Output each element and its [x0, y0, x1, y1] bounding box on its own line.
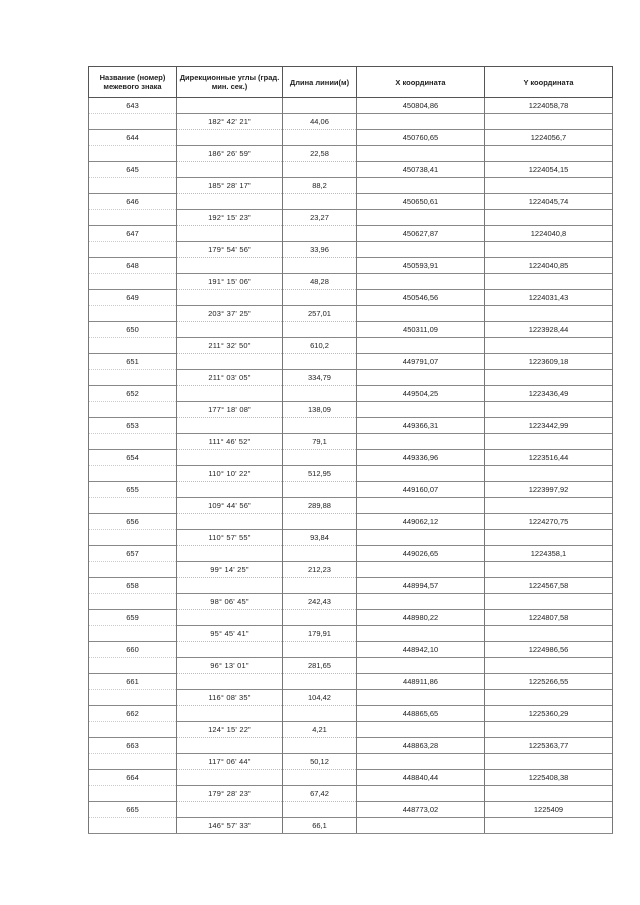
x-coordinate: 448863,28 — [357, 738, 485, 754]
empty-cell — [357, 402, 485, 418]
empty-cell — [283, 514, 357, 530]
point-row — [89, 706, 613, 722]
direction-angle: 99° 14' 25" — [177, 562, 283, 578]
x-coordinate: 449026,65 — [357, 546, 485, 562]
empty-cell — [283, 354, 357, 370]
x-coordinate: 450738,41 — [357, 162, 485, 178]
empty-cell — [283, 706, 357, 722]
empty-cell — [485, 178, 613, 194]
point-row — [89, 354, 613, 370]
point-row — [89, 642, 613, 658]
y-coordinate: 1224054,15 — [485, 162, 613, 178]
direction-angle: 211° 03' 05" — [177, 370, 283, 386]
empty-cell — [283, 770, 357, 786]
empty-cell — [485, 690, 613, 706]
empty-cell — [177, 706, 283, 722]
direction-angle: 96° 13' 01" — [177, 658, 283, 674]
point-name: 643 — [89, 98, 177, 114]
y-coordinate: 1223436,49 — [485, 386, 613, 402]
point-name: 644 — [89, 130, 177, 146]
point-row — [89, 386, 613, 402]
empty-cell — [89, 562, 177, 578]
x-coordinate: 449062,12 — [357, 514, 485, 530]
empty-cell — [357, 178, 485, 194]
empty-cell — [485, 658, 613, 674]
empty-cell — [89, 594, 177, 610]
point-row — [89, 610, 613, 626]
header-x: X координата — [357, 67, 485, 98]
x-coordinate: 450650,61 — [357, 194, 485, 210]
empty-cell — [177, 98, 283, 114]
table-header-row — [89, 67, 613, 98]
point-name: 661 — [89, 674, 177, 690]
empty-cell — [177, 642, 283, 658]
empty-cell — [177, 258, 283, 274]
segment-row — [89, 370, 613, 386]
empty-cell — [357, 338, 485, 354]
line-length: 93,84 — [283, 530, 357, 546]
y-coordinate: 1223997,92 — [485, 482, 613, 498]
empty-cell — [485, 306, 613, 322]
empty-cell — [485, 274, 613, 290]
y-coordinate: 1224567,58 — [485, 578, 613, 594]
line-length: 104,42 — [283, 690, 357, 706]
empty-cell — [357, 114, 485, 130]
empty-cell — [177, 354, 283, 370]
empty-cell — [89, 722, 177, 738]
empty-cell — [357, 498, 485, 514]
empty-cell — [283, 258, 357, 274]
line-length: 257,01 — [283, 306, 357, 322]
segment-row — [89, 434, 613, 450]
empty-cell — [89, 434, 177, 450]
line-length: 289,88 — [283, 498, 357, 514]
point-name: 663 — [89, 738, 177, 754]
line-length: 512,95 — [283, 466, 357, 482]
point-name: 665 — [89, 802, 177, 818]
y-coordinate: 1225408,38 — [485, 770, 613, 786]
segment-row — [89, 402, 613, 418]
point-row — [89, 98, 613, 114]
segment-row — [89, 498, 613, 514]
empty-cell — [357, 658, 485, 674]
segment-row — [89, 722, 613, 738]
point-name: 647 — [89, 226, 177, 242]
empty-cell — [485, 626, 613, 642]
y-coordinate: 1224358,1 — [485, 546, 613, 562]
empty-cell — [89, 690, 177, 706]
segment-row — [89, 306, 613, 322]
direction-angle: 98° 06' 45" — [177, 594, 283, 610]
empty-cell — [177, 674, 283, 690]
x-coordinate: 449504,25 — [357, 386, 485, 402]
segment-row — [89, 178, 613, 194]
empty-cell — [357, 242, 485, 258]
x-coordinate: 450546,56 — [357, 290, 485, 306]
x-coordinate: 449336,96 — [357, 450, 485, 466]
point-name: 656 — [89, 514, 177, 530]
empty-cell — [485, 754, 613, 770]
x-coordinate: 448942,10 — [357, 642, 485, 658]
direction-angle: 185° 28' 17" — [177, 178, 283, 194]
y-coordinate: 1224270,75 — [485, 514, 613, 530]
empty-cell — [177, 610, 283, 626]
line-length: 281,65 — [283, 658, 357, 674]
empty-cell — [177, 226, 283, 242]
empty-cell — [485, 818, 613, 834]
segment-row — [89, 530, 613, 546]
y-coordinate: 1223442,99 — [485, 418, 613, 434]
line-length: 334,79 — [283, 370, 357, 386]
empty-cell — [485, 594, 613, 610]
x-coordinate: 449791,07 — [357, 354, 485, 370]
point-name: 659 — [89, 610, 177, 626]
empty-cell — [485, 114, 613, 130]
empty-cell — [283, 802, 357, 818]
empty-cell — [357, 722, 485, 738]
empty-cell — [177, 162, 283, 178]
empty-cell — [89, 274, 177, 290]
empty-cell — [357, 434, 485, 450]
empty-cell — [283, 674, 357, 690]
empty-cell — [177, 194, 283, 210]
empty-cell — [283, 162, 357, 178]
empty-cell — [485, 466, 613, 482]
empty-cell — [357, 690, 485, 706]
y-coordinate: 1223609,18 — [485, 354, 613, 370]
point-name: 655 — [89, 482, 177, 498]
survey-sheet — [88, 66, 612, 834]
empty-cell — [177, 578, 283, 594]
direction-angle: 95° 45' 41" — [177, 626, 283, 642]
point-name: 654 — [89, 450, 177, 466]
line-length: 212,23 — [283, 562, 357, 578]
empty-cell — [357, 530, 485, 546]
segment-row — [89, 562, 613, 578]
segment-row — [89, 114, 613, 130]
segment-row — [89, 242, 613, 258]
empty-cell — [357, 594, 485, 610]
x-coordinate: 449366,31 — [357, 418, 485, 434]
empty-cell — [283, 130, 357, 146]
point-row — [89, 226, 613, 242]
point-row — [89, 258, 613, 274]
line-length: 22,58 — [283, 146, 357, 162]
empty-cell — [485, 434, 613, 450]
empty-cell — [89, 114, 177, 130]
line-length: 23,27 — [283, 210, 357, 226]
y-coordinate: 1224807,58 — [485, 610, 613, 626]
segment-row — [89, 210, 613, 226]
direction-angle: 110° 10' 22" — [177, 466, 283, 482]
segment-row — [89, 274, 613, 290]
empty-cell — [177, 290, 283, 306]
direction-angle: 182° 42' 21" — [177, 114, 283, 130]
empty-cell — [283, 482, 357, 498]
direction-angle: 203° 37' 25" — [177, 306, 283, 322]
direction-angle: 211° 32' 50" — [177, 338, 283, 354]
empty-cell — [485, 402, 613, 418]
line-length: 4,21 — [283, 722, 357, 738]
empty-cell — [177, 322, 283, 338]
line-length: 88,2 — [283, 178, 357, 194]
direction-angle: 191° 15' 06" — [177, 274, 283, 290]
direction-angle: 177° 18' 08" — [177, 402, 283, 418]
point-name: 649 — [89, 290, 177, 306]
empty-cell — [283, 290, 357, 306]
segment-row — [89, 626, 613, 642]
point-row — [89, 738, 613, 754]
x-coordinate: 450593,91 — [357, 258, 485, 274]
point-name: 660 — [89, 642, 177, 658]
point-row — [89, 194, 613, 210]
direction-angle: 111° 46' 52" — [177, 434, 283, 450]
direction-angle: 179° 54' 56" — [177, 242, 283, 258]
direction-angle: 192° 15' 23" — [177, 210, 283, 226]
x-coordinate: 448980,22 — [357, 610, 485, 626]
direction-angle: 146° 57' 33" — [177, 818, 283, 834]
empty-cell — [357, 818, 485, 834]
empty-cell — [89, 306, 177, 322]
point-name: 648 — [89, 258, 177, 274]
point-row — [89, 418, 613, 434]
empty-cell — [177, 546, 283, 562]
x-coordinate: 448865,65 — [357, 706, 485, 722]
point-row — [89, 578, 613, 594]
direction-angle: 124° 15' 22" — [177, 722, 283, 738]
point-row — [89, 482, 613, 498]
point-row — [89, 770, 613, 786]
empty-cell — [89, 178, 177, 194]
empty-cell — [283, 194, 357, 210]
empty-cell — [283, 386, 357, 402]
empty-cell — [177, 514, 283, 530]
empty-cell — [177, 450, 283, 466]
point-name: 652 — [89, 386, 177, 402]
line-length: 44,06 — [283, 114, 357, 130]
empty-cell — [357, 274, 485, 290]
empty-cell — [177, 770, 283, 786]
y-coordinate: 1225266,55 — [485, 674, 613, 690]
empty-cell — [357, 626, 485, 642]
x-coordinate: 448773,02 — [357, 802, 485, 818]
empty-cell — [283, 642, 357, 658]
header-name: Название (номер) межевого знака — [89, 67, 177, 98]
point-row — [89, 674, 613, 690]
empty-cell — [89, 754, 177, 770]
empty-cell — [283, 322, 357, 338]
line-length: 242,43 — [283, 594, 357, 610]
empty-cell — [89, 530, 177, 546]
x-coordinate: 448840,44 — [357, 770, 485, 786]
y-coordinate: 1224986,56 — [485, 642, 613, 658]
segment-row — [89, 594, 613, 610]
empty-cell — [357, 562, 485, 578]
empty-cell — [177, 738, 283, 754]
point-name: 645 — [89, 162, 177, 178]
x-coordinate: 450804,86 — [357, 98, 485, 114]
point-row — [89, 450, 613, 466]
empty-cell — [283, 610, 357, 626]
line-length: 48,28 — [283, 274, 357, 290]
empty-cell — [283, 226, 357, 242]
point-name: 664 — [89, 770, 177, 786]
empty-cell — [89, 818, 177, 834]
point-name: 657 — [89, 546, 177, 562]
direction-angle: 116° 08' 35" — [177, 690, 283, 706]
x-coordinate: 450760,65 — [357, 130, 485, 146]
empty-cell — [485, 786, 613, 802]
header-angle: Дирекционные углы (град. мин. сек.) — [177, 67, 283, 98]
y-coordinate: 1225409 — [485, 802, 613, 818]
empty-cell — [283, 738, 357, 754]
y-coordinate: 1224058,78 — [485, 98, 613, 114]
empty-cell — [357, 370, 485, 386]
point-name: 658 — [89, 578, 177, 594]
empty-cell — [89, 498, 177, 514]
line-length: 138,09 — [283, 402, 357, 418]
x-coordinate: 449160,07 — [357, 482, 485, 498]
empty-cell — [177, 482, 283, 498]
segment-row — [89, 754, 613, 770]
line-length: 610,2 — [283, 338, 357, 354]
empty-cell — [485, 498, 613, 514]
empty-cell — [89, 338, 177, 354]
point-name: 650 — [89, 322, 177, 338]
x-coordinate: 450627,87 — [357, 226, 485, 242]
point-row — [89, 290, 613, 306]
y-coordinate: 1224045,74 — [485, 194, 613, 210]
empty-cell — [357, 146, 485, 162]
boundary-coordinates-table — [88, 66, 613, 834]
line-length: 33,96 — [283, 242, 357, 258]
segment-row — [89, 338, 613, 354]
line-length: 66,1 — [283, 818, 357, 834]
empty-cell — [177, 802, 283, 818]
point-row — [89, 802, 613, 818]
empty-cell — [89, 242, 177, 258]
point-row — [89, 546, 613, 562]
line-length: 79,1 — [283, 434, 357, 450]
empty-cell — [177, 130, 283, 146]
y-coordinate: 1225363,77 — [485, 738, 613, 754]
y-coordinate: 1225360,29 — [485, 706, 613, 722]
empty-cell — [485, 530, 613, 546]
line-length: 50,12 — [283, 754, 357, 770]
empty-cell — [357, 210, 485, 226]
empty-cell — [89, 146, 177, 162]
line-length: 67,42 — [283, 786, 357, 802]
segment-row — [89, 786, 613, 802]
empty-cell — [485, 210, 613, 226]
empty-cell — [177, 386, 283, 402]
empty-cell — [357, 306, 485, 322]
x-coordinate: 450311,09 — [357, 322, 485, 338]
direction-angle: 179° 28' 23" — [177, 786, 283, 802]
point-name: 653 — [89, 418, 177, 434]
empty-cell — [89, 466, 177, 482]
empty-cell — [89, 210, 177, 226]
empty-cell — [357, 754, 485, 770]
empty-cell — [485, 146, 613, 162]
empty-cell — [89, 658, 177, 674]
x-coordinate: 448911,86 — [357, 674, 485, 690]
segment-row — [89, 818, 613, 834]
direction-angle: 186° 26' 59" — [177, 146, 283, 162]
empty-cell — [485, 722, 613, 738]
empty-cell — [485, 370, 613, 386]
point-name: 662 — [89, 706, 177, 722]
empty-cell — [177, 418, 283, 434]
y-coordinate: 1224040,8 — [485, 226, 613, 242]
point-name: 646 — [89, 194, 177, 210]
empty-cell — [357, 466, 485, 482]
empty-cell — [485, 338, 613, 354]
line-length: 179,91 — [283, 626, 357, 642]
empty-cell — [283, 450, 357, 466]
y-coordinate: 1224056,7 — [485, 130, 613, 146]
empty-cell — [89, 402, 177, 418]
empty-cell — [283, 578, 357, 594]
point-row — [89, 322, 613, 338]
direction-angle: 117° 06' 44" — [177, 754, 283, 770]
point-row — [89, 162, 613, 178]
empty-cell — [283, 546, 357, 562]
empty-cell — [485, 242, 613, 258]
header-length: Длина линии(м) — [283, 67, 357, 98]
table-body — [89, 98, 613, 834]
empty-cell — [357, 786, 485, 802]
direction-angle: 109° 44' 56" — [177, 498, 283, 514]
header-y: Y координата — [485, 67, 613, 98]
empty-cell — [89, 626, 177, 642]
point-row — [89, 514, 613, 530]
empty-cell — [283, 418, 357, 434]
y-coordinate: 1223928,44 — [485, 322, 613, 338]
empty-cell — [485, 562, 613, 578]
point-row — [89, 130, 613, 146]
y-coordinate: 1223516,44 — [485, 450, 613, 466]
segment-row — [89, 146, 613, 162]
segment-row — [89, 466, 613, 482]
direction-angle: 110° 57' 55" — [177, 530, 283, 546]
y-coordinate: 1224031,43 — [485, 290, 613, 306]
segment-row — [89, 658, 613, 674]
point-name: 651 — [89, 354, 177, 370]
x-coordinate: 448994,57 — [357, 578, 485, 594]
empty-cell — [89, 786, 177, 802]
empty-cell — [89, 370, 177, 386]
y-coordinate: 1224040,85 — [485, 258, 613, 274]
segment-row — [89, 690, 613, 706]
empty-cell — [283, 98, 357, 114]
